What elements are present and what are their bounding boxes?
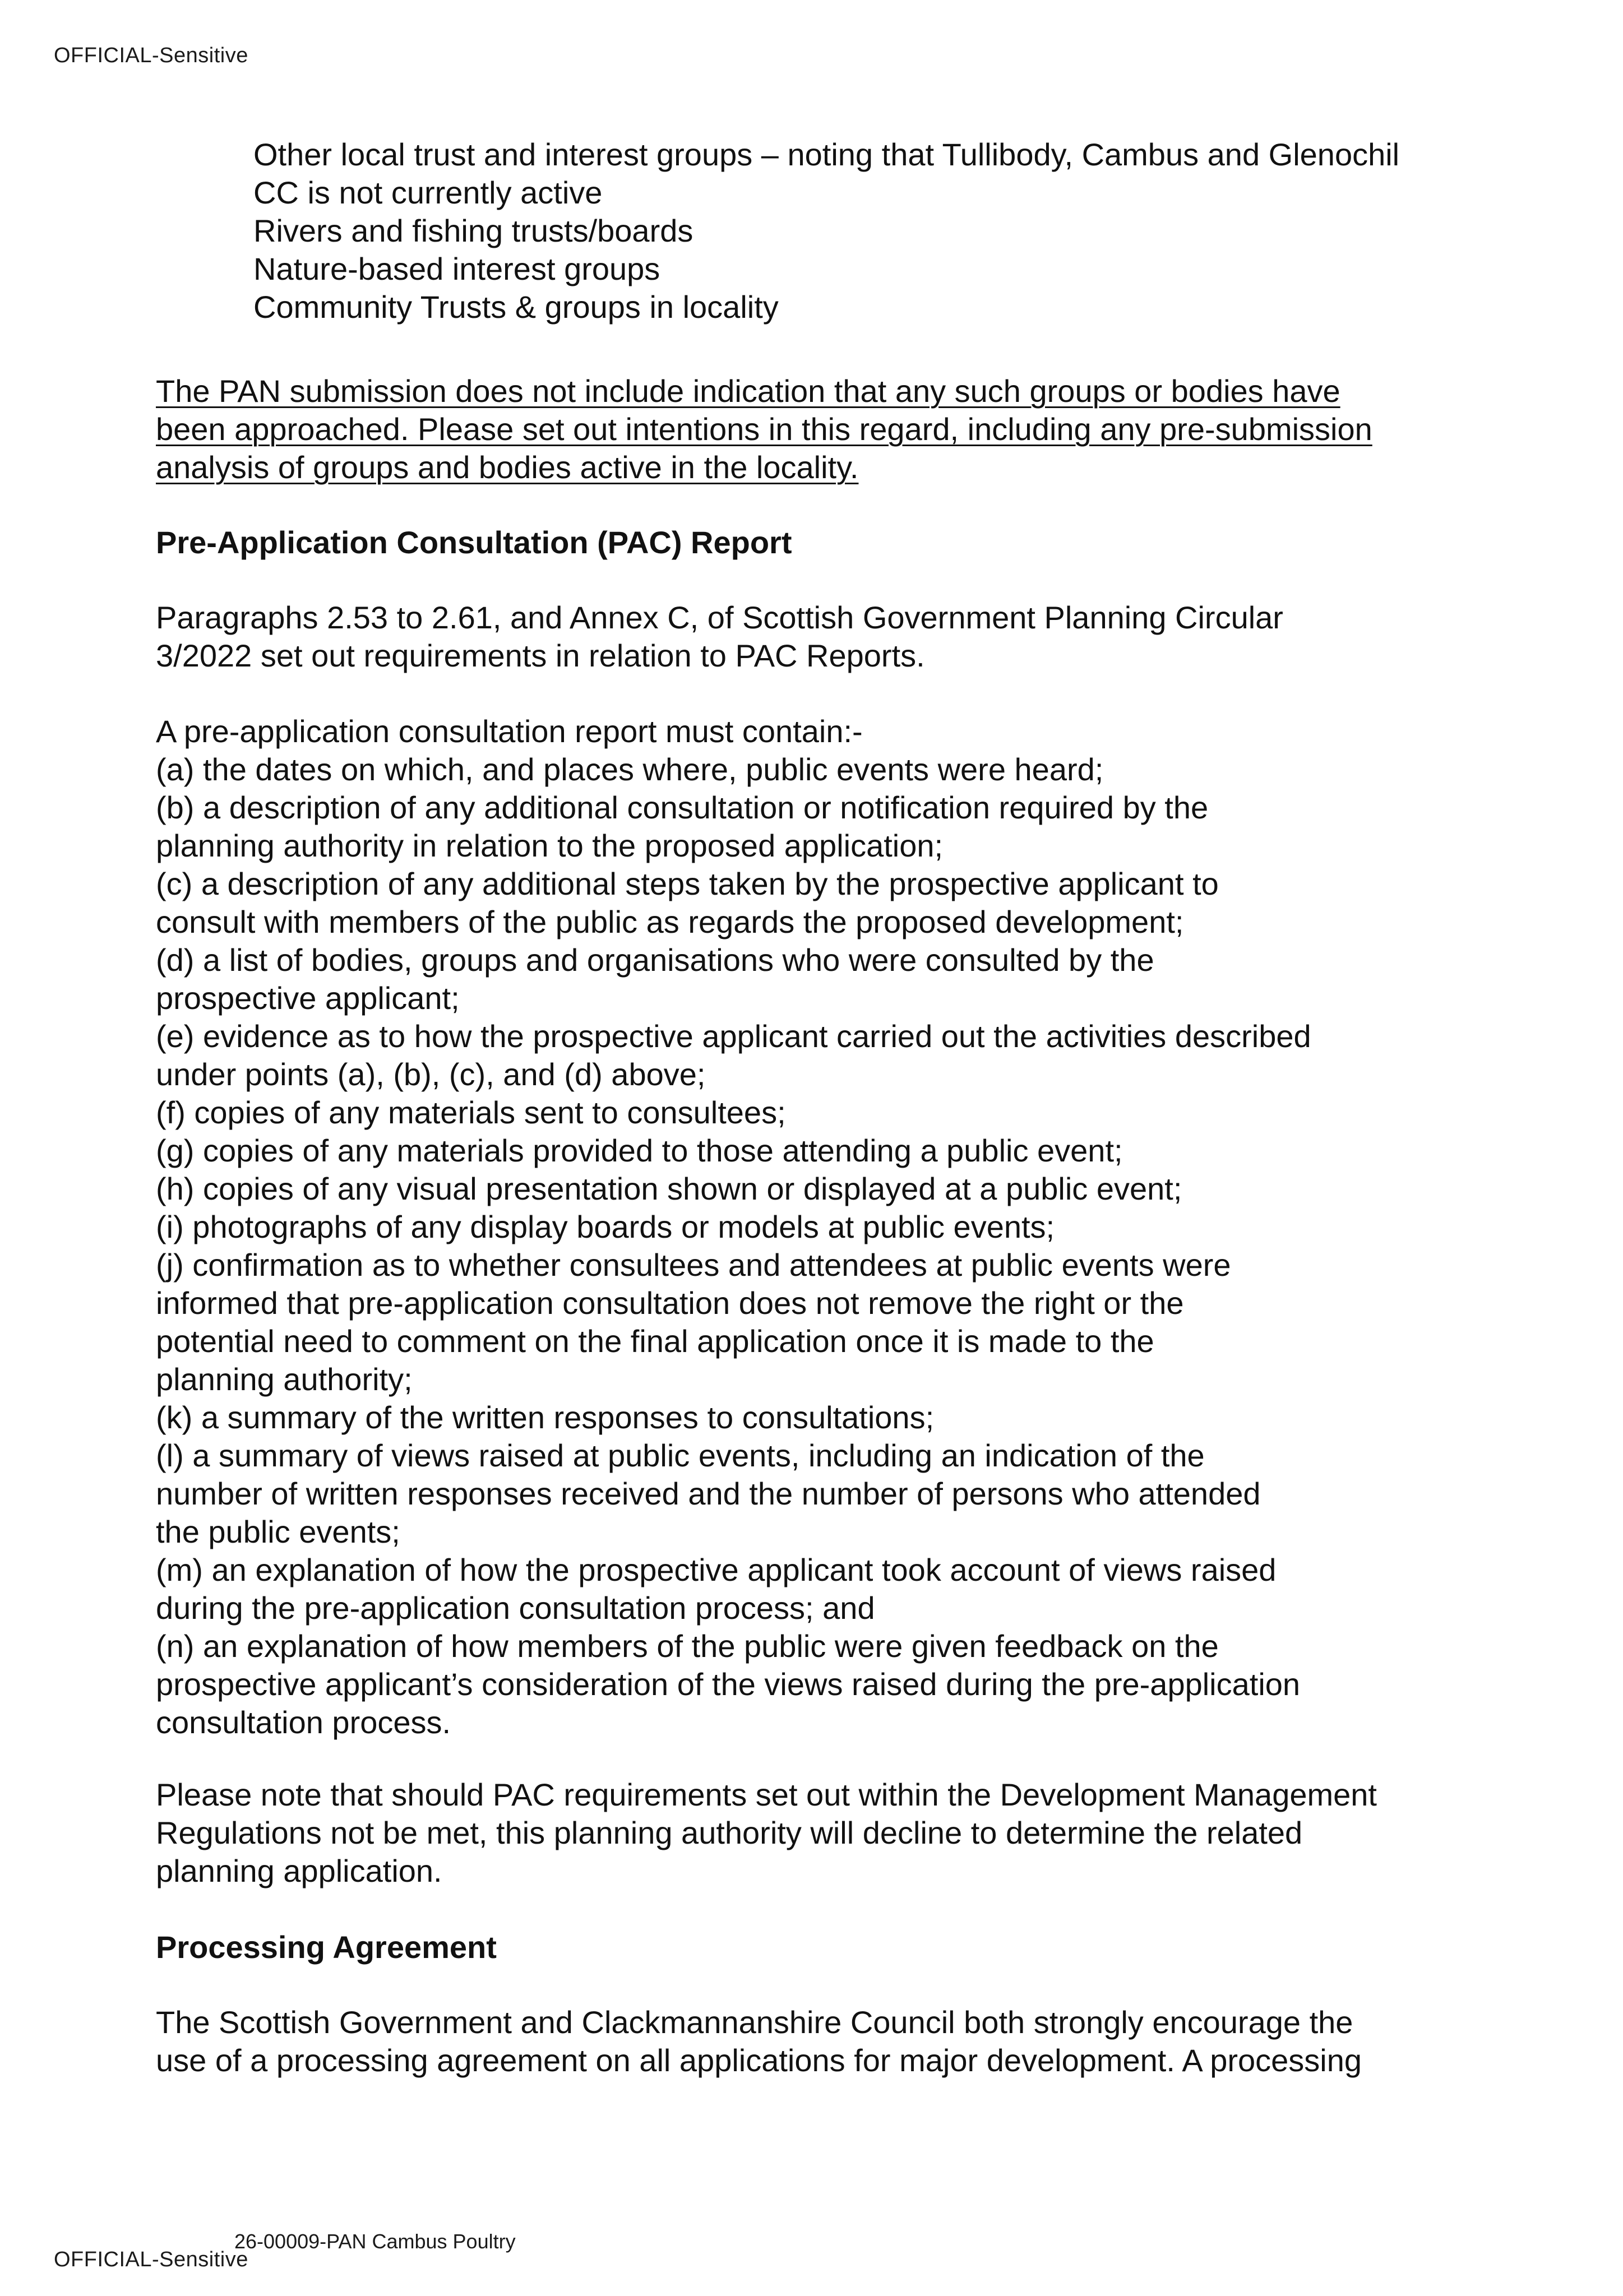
note-line: analysis of groups and bodies active in the locality. (156, 450, 859, 485)
list-line: (c) a description of any additional steps taken by the prospective applicant to (156, 866, 1219, 901)
list-item: Other local trust and interest groups – noting that Tullibody, Cambus and Glenochil (253, 137, 1400, 172)
paragraph-line: Please note that should PAC requirements set out within the Development Management (156, 1777, 1377, 1812)
list-line: during the pre-application consultation process; and (156, 1590, 875, 1626)
list-line: (j) confirmation as to whether consultees and attendees at public events were (156, 1247, 1231, 1283)
list-line: (g) copies of any materials provided to those attending a public event; (156, 1133, 1123, 1168)
list-line: prospective applicant; (156, 980, 460, 1016)
list-line: potential need to comment on the final application once it is made to the (156, 1323, 1154, 1359)
note-line: been approached. Please set out intentions in this regard, including any pre-submission (156, 411, 1372, 447)
list-line: number of written responses received and the number of persons who attended (156, 1476, 1261, 1511)
list-line: planning authority in relation to the proposed application; (156, 828, 944, 863)
paragraph-line: 3/2022 set out requirements in relation to PAC Reports. (156, 638, 925, 673)
section-heading-pac-report: Pre-Application Consultation (PAC) Report (156, 525, 792, 560)
consultee-group-list (253, 136, 1399, 326)
list-line: (h) copies of any visual presentation shown or displayed at a public event; (156, 1171, 1182, 1206)
footer-security-marking: OFFICIAL-Sensitive (54, 2248, 248, 2271)
paragraph-line: The Scottish Government and Clackmannanshire Council both strongly encourage the (156, 2005, 1353, 2040)
paragraph-line: planning application. (156, 1853, 442, 1888)
pac-requirements-note (156, 1776, 1377, 1890)
processing-agreement-paragraph (156, 2003, 1362, 2080)
list-line: (i) photographs of any display boards or models at public events; (156, 1209, 1055, 1244)
note-line: The PAN submission does not include indication that any such groups or bodies have (156, 373, 1340, 409)
list-item: Nature-based interest groups (253, 251, 660, 286)
list-line: (e) evidence as to how the prospective applicant carried out the activities described (156, 1019, 1311, 1054)
list-line: (a) the dates on which, and places where, public events were heard; (156, 752, 1104, 787)
list-line: the public events; (156, 1514, 400, 1549)
list-item: Community Trusts & groups in locality (253, 289, 779, 325)
list-line: (d) a list of bodies, groups and organisations who were consulted by the (156, 942, 1154, 978)
pac-intro-paragraph (156, 599, 1283, 675)
list-line: planning authority; (156, 1362, 413, 1397)
list-line: consult with members of the public as regards the proposed development; (156, 904, 1184, 939)
list-line: A pre-application consultation report must contain:- (156, 714, 863, 749)
paragraph-line: use of a processing agreement on all applications for major development. A processing (156, 2043, 1362, 2078)
pac-requirements-list (156, 712, 1311, 1742)
list-line: (m) an explanation of how the prospective applicant took account of views raised (156, 1552, 1277, 1587)
list-line: (k) a summary of the written responses to consultations; (156, 1400, 935, 1435)
list-line: (l) a summary of views raised at public events, including an indication of the (156, 1438, 1205, 1473)
list-line: (f) copies of any materials sent to consultees; (156, 1095, 786, 1130)
list-line: consultation process. (156, 1705, 451, 1740)
section-heading-processing-agreement: Processing Agreement (156, 1929, 497, 1965)
footer-document-reference: 26-00009-PAN Cambus Poultry (234, 2230, 516, 2253)
list-item: Rivers and fishing trusts/boards (253, 213, 693, 248)
list-item: CC is not currently active (253, 175, 603, 210)
list-line: prospective applicant’s consideration of the views raised during the pre-application (156, 1667, 1301, 1702)
list-line: (b) a description of any additional consultation or notification required by the (156, 790, 1209, 825)
pan-submission-note (156, 372, 1372, 487)
list-line: under points (a), (b), (c), and (d) above; (156, 1057, 706, 1092)
paragraph-line: Paragraphs 2.53 to 2.61, and Annex C, of Scottish Government Planning Circular (156, 600, 1283, 635)
list-line: (n) an explanation of how members of the public were given feedback on the (156, 1628, 1219, 1664)
list-line: informed that pre-application consultation does not remove the right or the (156, 1285, 1184, 1321)
paragraph-line: Regulations not be met, this planning authority will decline to determine the related (156, 1815, 1303, 1850)
header-security-marking: OFFICIAL-Sensitive (54, 44, 248, 67)
